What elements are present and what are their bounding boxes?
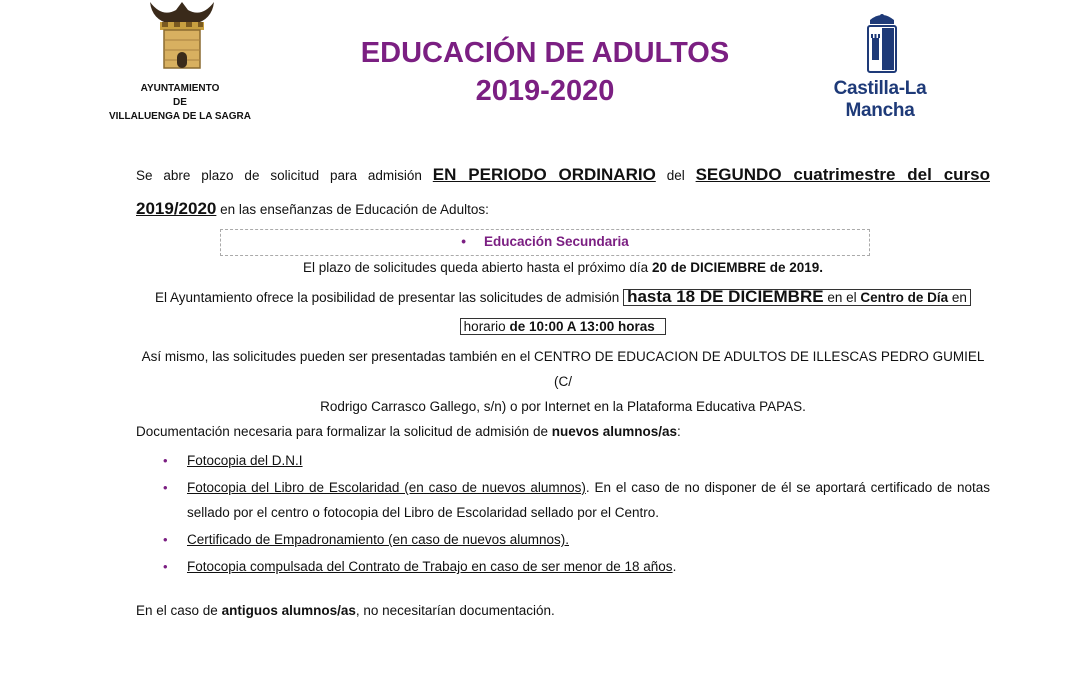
list-item [136,448,990,473]
plazo-date: 20 de DICIEMBRE de 2019. [651,260,824,275]
asimismo-line-2: Rodrigo Carrasco Gallego, s/n) o por Internet en la Plataforma Educativa PAPAS. [320,399,806,414]
doc-item-rest: . [672,559,677,574]
intro-curso: 2019/2020 [136,199,217,218]
town-crest-icon [132,0,232,82]
list-item [136,475,990,525]
highlight-item-label: Educación Secundaria [483,234,629,249]
antiguos-text: , no necesitarían documentación. [355,603,555,618]
doc-colon: : [677,424,681,439]
bullet-icon: • [163,532,168,547]
offer-text: en el [827,290,857,305]
castilla-la-mancha-emblem-icon [862,12,902,76]
intro-line-1 [136,158,990,193]
offer-place: Centro de Día [860,290,949,305]
ayuntamiento-line: DE [173,97,187,108]
list-item [136,527,990,552]
title-line-1: EDUCACIÓN DE ADULTOS [360,37,730,69]
bullet-icon: • [163,480,168,495]
doc-item-title: Certificado de Empadronamiento (en caso de nuevos alumnos). [187,532,569,547]
asimismo-paragraph [136,344,990,419]
bullet-icon: • [163,559,168,574]
highlight-item [220,229,870,256]
ayuntamiento-label [90,82,270,124]
antiguos-line [136,601,555,621]
offer-line-1 [136,284,990,311]
intro-cuatrimestre: SEGUNDO cuatrimestre del curso [695,165,990,184]
list-item [136,554,990,579]
doc-nuevos: nuevos alumnos/as [551,424,678,439]
ayuntamiento-line: VILLALUENGA DE LA SAGRA [108,111,252,122]
doc-item-title: Fotocopia del D.N.I [187,453,303,468]
ayuntamiento-line: AYUNTAMIENTO [140,83,220,94]
bullet-icon: • [163,453,168,468]
offer-text: El Ayuntamiento ofrece la posibilidad de presentar las solicitudes de admisión [155,290,620,305]
offer-deadline: hasta 18 DE DICIEMBRE [627,287,824,306]
intro-text: Se abre plazo de solicitud para admisión [136,168,422,183]
asimismo-line-1: Así mismo, las solicitudes pueden ser presentadas también en el CENTRO DE EDUCACION DE ADULTOS DE ILLESCAS PEDRO GUMIEL (C/ [141,349,985,389]
antiguos-text: En el caso de [136,603,218,618]
doc-item-rest: . En el caso de no disponer de él se aportará certificado de notas sellado por el centro o fotocopia del Libro de Escolaridad sellado por el Centro. [187,480,991,520]
intro-periodo: EN PERIODO ORDINARIO [432,165,656,184]
intro-text: en las enseñanzas de Educación de Adultos: [220,202,489,217]
plazo-line [136,258,990,278]
intro-text: del [666,168,685,183]
documents-list [136,448,990,581]
offer-box-2 [460,318,667,335]
doc-item-title: Fotocopia compulsada del Contrato de Trabajo en caso de ser menor de 18 años [187,559,673,574]
title-line-2: 2019-2020 [475,75,615,107]
region-logo-text: Castilla-La Mancha [833,78,927,121]
offer-line-2 [136,316,990,338]
documentacion-intro [136,422,681,442]
offer-box [623,289,971,306]
antiguos-bold: antiguos alumnos/as [221,603,356,618]
doc-item-title: Fotocopia del Libro de Escolaridad (en caso de nuevos alumnos) [187,480,586,495]
page-title [300,34,790,110]
doc-text: Documentación necesaria para formalizar la solicitud de admisión de [136,424,548,439]
offer-hours: de 10:00 A 13:00 horas [509,319,655,334]
intro-line-2 [136,192,990,227]
offer-text: horario [463,319,506,334]
bullet-icon: • [461,234,466,249]
offer-text: en [951,290,967,305]
plazo-text: El plazo de solicitudes queda abierto hasta el próximo día [302,260,649,275]
